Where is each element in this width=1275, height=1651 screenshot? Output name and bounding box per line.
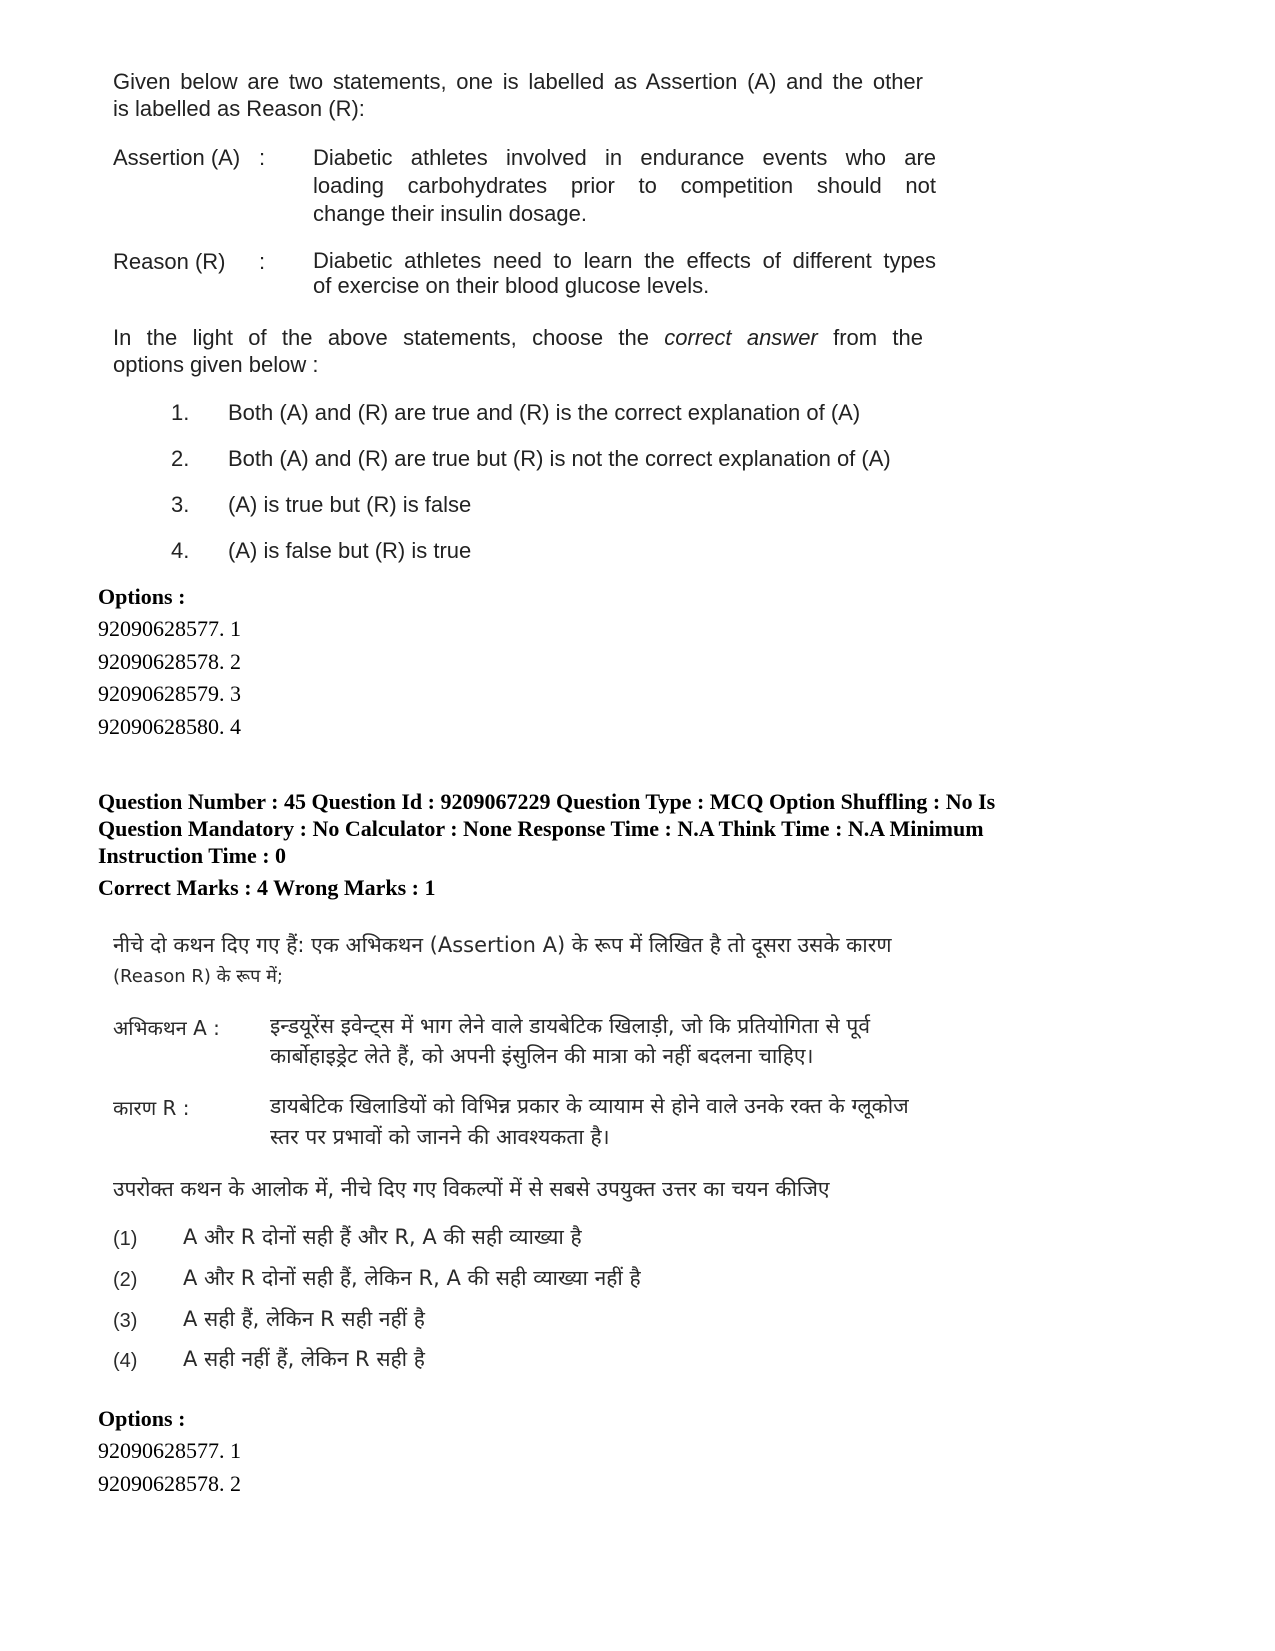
choice-text: (A) is true but (R) is false <box>228 492 472 517</box>
assertion-colon: : <box>259 145 266 170</box>
choice-number: 2. <box>171 446 190 471</box>
choice-number: (3) <box>113 1310 138 1332</box>
assertion-line: इन्डयूरेंस इवेन्ट्स में भाग लेने वाले डायबेटिक खिलाड़ी, जो कि प्रतियोगिता से पूर्व <box>270 1014 870 1038</box>
choice-text: A और R दोनों सही हैं, लेकिन R, A की सही व्याख्या नहीं है <box>183 1266 641 1290</box>
choice-number: 1. <box>171 400 190 425</box>
option-id: 92090628580. 4 <box>98 714 241 739</box>
reason-line: डायबेटिक खिलाडियों को विभिन्न प्रकार के व्यायाम से होने वाले उनके रक्त के ग्लूकोज <box>270 1094 909 1118</box>
choice-text: Both (A) and (R) are true but (R) is not the correct explanation of (A) <box>228 446 891 471</box>
question-meta-line: Question Mandatory : No Calculator : None Response Time : N.A Think Time : N.A Minimum <box>98 816 984 841</box>
option-id: 92090628577. 1 <box>98 616 241 641</box>
option-id: 92090628579. 3 <box>98 681 241 706</box>
reason-text <box>313 248 936 298</box>
intro-line: (Reason R) के रूप में; <box>113 966 283 987</box>
choice-text: A सही हैं, लेकिन R सही नहीं है <box>183 1307 425 1331</box>
option-id: 92090628578. 2 <box>98 649 241 674</box>
intro-line: is labelled as Reason (R): <box>113 96 365 121</box>
choice-number: 3. <box>171 492 190 517</box>
marks-line: Correct Marks : 4 Wrong Marks : 1 <box>98 875 436 900</box>
assertion-text <box>313 144 936 228</box>
instruction-line: In the light of the above statements, choose the correct answer from the <box>113 325 923 350</box>
choice-text: Both (A) and (R) are true and (R) is the correct explanation of (A) <box>228 400 861 425</box>
option-id: 92090628578. 2 <box>98 1471 241 1496</box>
assertion-label: अभिकथन A : <box>113 1016 220 1040</box>
options-heading: Options : <box>98 584 186 609</box>
choice-text: A और R दोनों सही हैं और R, A की सही व्याख्या है <box>183 1225 582 1249</box>
question-meta-line: Instruction Time : 0 <box>98 843 287 868</box>
reason-line: of exercise on their blood glucose levels. <box>313 273 710 298</box>
assertion-line: कार्बोहाइड्रेट लेते हैं, को अपनी इंसुलिन की मात्रा को नहीं बदलना चाहिए। <box>270 1044 814 1068</box>
assertion-line: Diabetic athletes involved in endurance events who are <box>313 145 936 170</box>
reason-line: Diabetic athletes need to learn the effects of different types <box>313 248 936 273</box>
choice-number: (4) <box>113 1350 138 1372</box>
option-id: 92090628577. 1 <box>98 1438 241 1463</box>
question-meta-line: Question Number : 45 Question Id : 9209067229 Question Type : MCQ Option Shuffling : No Is <box>98 789 996 814</box>
instruction-line: options given below : <box>113 352 319 377</box>
assertion-label: Assertion (A) <box>113 145 241 170</box>
intro-line: Given below are two statements, one is labelled as Assertion (A) and the other <box>113 69 923 94</box>
instruction-line: उपरोक्त कथन के आलोक में, नीचे दिए गए विकल्पों में से सबसे उपयुक्त उत्तर का चयन कीजिए <box>113 1177 830 1201</box>
choice-text: A सही नहीं हैं, लेकिन R सही है <box>183 1347 425 1371</box>
options-heading: Options : <box>98 1406 186 1431</box>
reason-line: स्तर पर प्रभावों को जानने की आवश्यकता है। <box>270 1125 610 1149</box>
reason-label: कारण R : <box>113 1096 190 1120</box>
assertion-line: change their insulin dosage. <box>313 201 587 226</box>
reason-label: Reason (R) <box>113 249 226 274</box>
intro-line: नीचे दो कथन दिए गए हैं: एक अभिकथन (Assertion A) के रूप में लिखित है तो दूसरा उसके कारण <box>113 933 892 957</box>
choice-number: (2) <box>113 1269 138 1291</box>
choice-text: (A) is false but (R) is true <box>228 538 472 563</box>
choice-number: (1) <box>113 1228 138 1250</box>
assertion-line: loading carbohydrates prior to competition should not <box>313 173 936 198</box>
reason-colon: : <box>259 249 266 274</box>
choice-number: 4. <box>171 538 190 563</box>
